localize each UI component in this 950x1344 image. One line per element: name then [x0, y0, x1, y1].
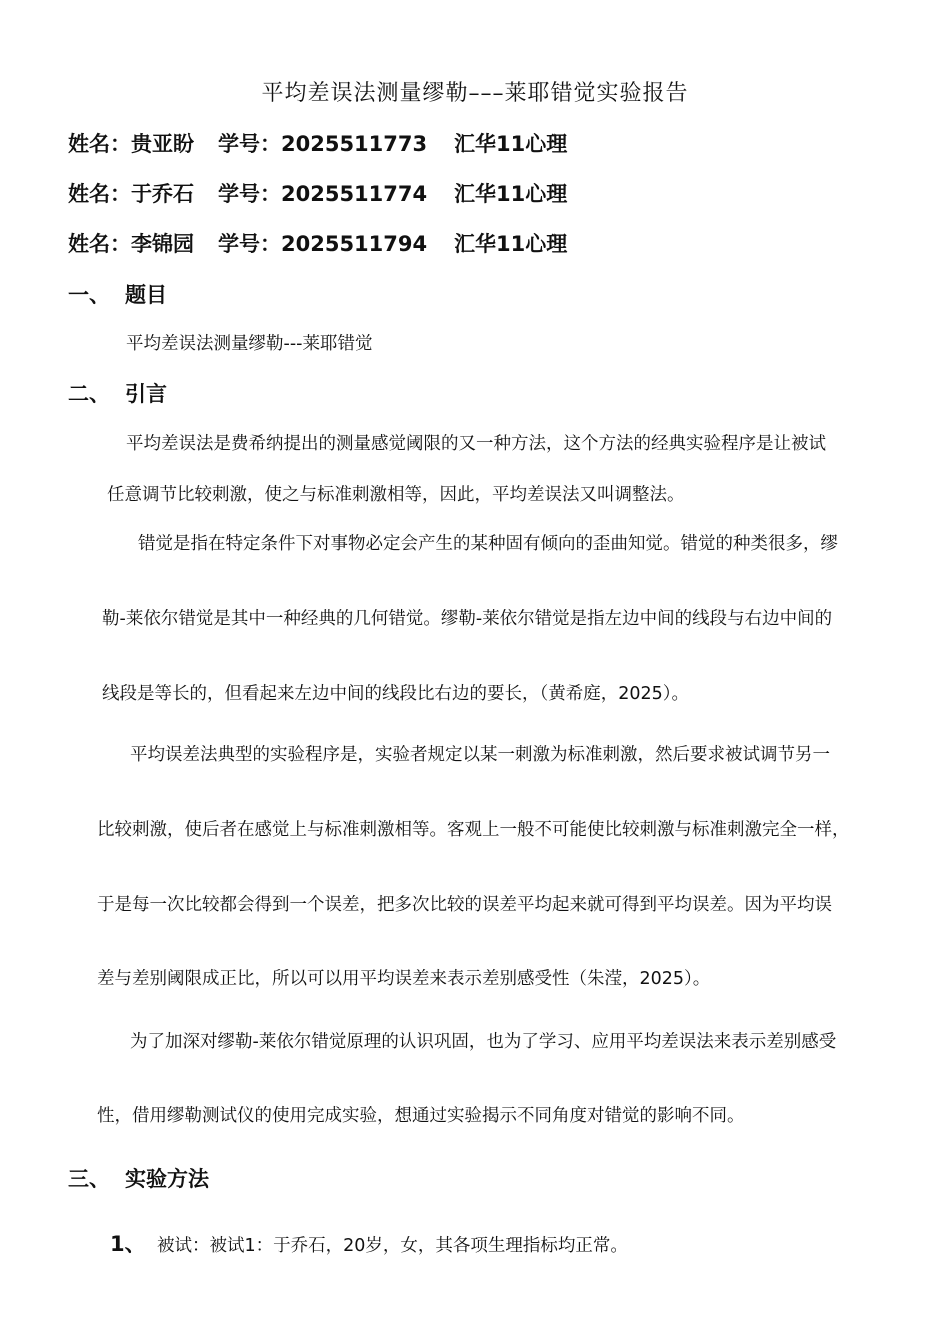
intro-line: 错觉是指在特定条件下对事物必定会产生的某种固有倾向的歪曲知觉。错觉的种类很多，缪: [138, 534, 838, 554]
item-text: 被试：被试1：于乔石，20岁，女，其各项生理指标均正常。: [157, 1236, 628, 1256]
item-number: 1、: [110, 1232, 146, 1256]
intro-line: 比较刺激，使后者在感觉上与标准刺激相等。客观上一般不可能使比较刺激与标准刺激完全一样，: [97, 820, 850, 840]
document-title: 平均差误法测量缪勒–––莱耶错觉实验报告: [261, 81, 689, 106]
intro-line: 差与差别阈限成正比，所以可以用平均误差来表示差别感受性（朱滢，2025）。: [97, 969, 711, 989]
author-class: 汇华11心理: [454, 232, 568, 256]
intro-line: 线段是等长的，但看起来左边中间的线段比右边的要长，（黄希庭，2025）。: [102, 684, 690, 704]
author-name: 姓名：贵亚盼: [68, 132, 194, 156]
section-number: 三、: [68, 1167, 110, 1191]
section-number: 一、: [68, 283, 110, 307]
author-line: [68, 178, 567, 208]
author-name: 姓名：李锦园: [68, 232, 194, 256]
section-title: 引言: [125, 382, 167, 406]
author-class: 汇华11心理: [454, 182, 568, 206]
intro-line: 于是每一次比较都会得到一个误差，把多次比较的误差平均起来就可得到平均误差。因为平均误: [97, 895, 832, 915]
author-name: 姓名：于乔石: [68, 182, 194, 206]
intro-line: 任意调节比较刺激，使之与标准刺激相等，因此，平均差误法又叫调整法。: [107, 485, 685, 505]
section-number: 二、: [68, 382, 110, 406]
intro-line: 勒-莱依尔错觉是其中一种经典的几何错觉。缪勒-莱依尔错觉是指左边中间的线段与右边中间的: [102, 609, 833, 629]
author-student-id: 学号：2025511794: [218, 232, 428, 256]
author-student-id: 学号：2025511774: [218, 182, 428, 206]
intro-line: 性，借用缪勒测试仪的使用完成实验，想通过实验揭示不同角度对错觉的影响不同。: [97, 1106, 745, 1126]
intro-line: 平均差误法是费希纳提出的测量感觉阈限的又一种方法，这个方法的经典实验程序是让被试: [126, 434, 826, 454]
intro-line: 为了加深对缪勒-莱依尔错觉原理的认识巩固，也为了学习、应用平均差误法来表示差别感受: [130, 1032, 837, 1052]
topic-text: 平均差误法测量缪勒---莱耶错觉: [126, 334, 373, 354]
intro-line: 平均误差法典型的实验程序是，实验者规定以某一刺激为标准刺激，然后要求被试调节另一: [130, 745, 830, 765]
author-class: 汇华11心理: [454, 132, 568, 156]
author-student-id: 学号：2025511773: [218, 132, 428, 156]
method-item: [110, 1228, 628, 1258]
section-heading-method: [68, 1163, 209, 1193]
section-heading-intro: [68, 378, 167, 408]
author-line: [68, 128, 567, 158]
section-heading-topic: [68, 279, 167, 309]
section-title: 实验方法: [125, 1167, 209, 1191]
section-title: 题目: [125, 283, 167, 307]
author-line: [68, 228, 567, 258]
